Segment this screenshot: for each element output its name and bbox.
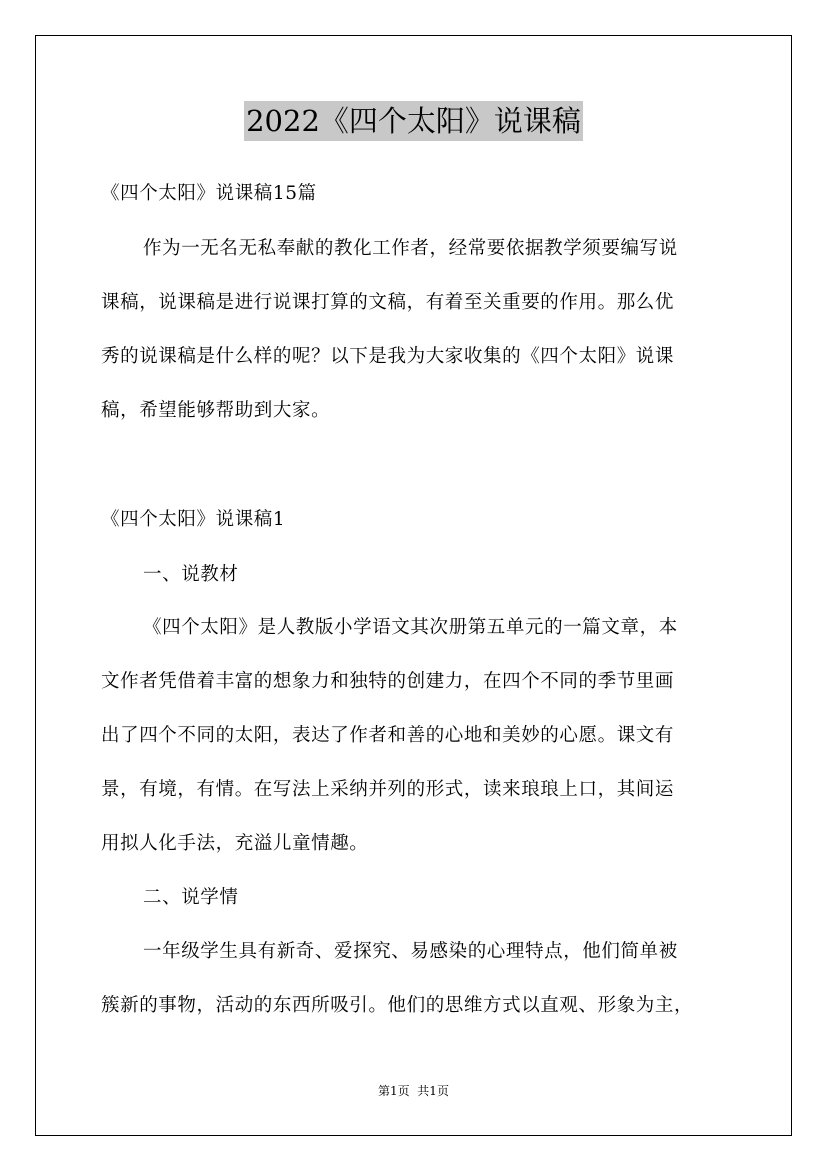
paragraph-line: 文作者凭借着丰富的想象力和独特的创建力，在四个不同的季节里画 xyxy=(101,671,675,692)
title-container xyxy=(0,101,827,141)
paragraph-line: 《四个太阳》是人教版小学语文其次册第五单元的一篇文章，本 xyxy=(143,617,678,638)
paragraph-line: 用拟人化手法，充溢儿童情趣。 xyxy=(101,833,369,854)
page-footer: 第1页 共1页 xyxy=(378,1084,449,1098)
subtitle-line: 《四个太阳》说课稿15篇 xyxy=(101,183,317,204)
paragraph-line: 作为一无名无私奉献的教化工作者，经常要依据教学须要编写说 xyxy=(143,238,678,259)
section-heading: 《四个太阳》说课稿1 xyxy=(101,509,286,530)
paragraph-line: 景，有境，有情。在写法上采纳并列的形式，读来琅琅上口，其间运 xyxy=(101,779,675,800)
document-title: 2022《四个太阳》说课稿 xyxy=(244,101,583,141)
paragraph-line: 出了四个不同的太阳，表达了作者和善的心地和美妙的心愿。课文有 xyxy=(101,725,675,746)
subsection-heading: 一、说教材 xyxy=(143,564,239,585)
paragraph-line: 秀的说课稿是什么样的呢？以下是我为大家收集的《四个太阳》说课 xyxy=(101,346,675,367)
paragraph-line: 稿，希望能够帮助到大家。 xyxy=(101,400,331,421)
paragraph-line: 一年级学生具有新奇、爱探究、易感染的心理特点，他们简单被 xyxy=(143,941,678,962)
paragraph-line: 课稿，说课稿是进行说课打算的文稿，有着至关重要的作用。那么优 xyxy=(101,292,675,313)
subsection-heading: 二、说学情 xyxy=(143,887,239,908)
paragraph-line: 簇新的事物，活动的东西所吸引。他们的思维方式以直观、形象为主， xyxy=(101,995,694,1016)
